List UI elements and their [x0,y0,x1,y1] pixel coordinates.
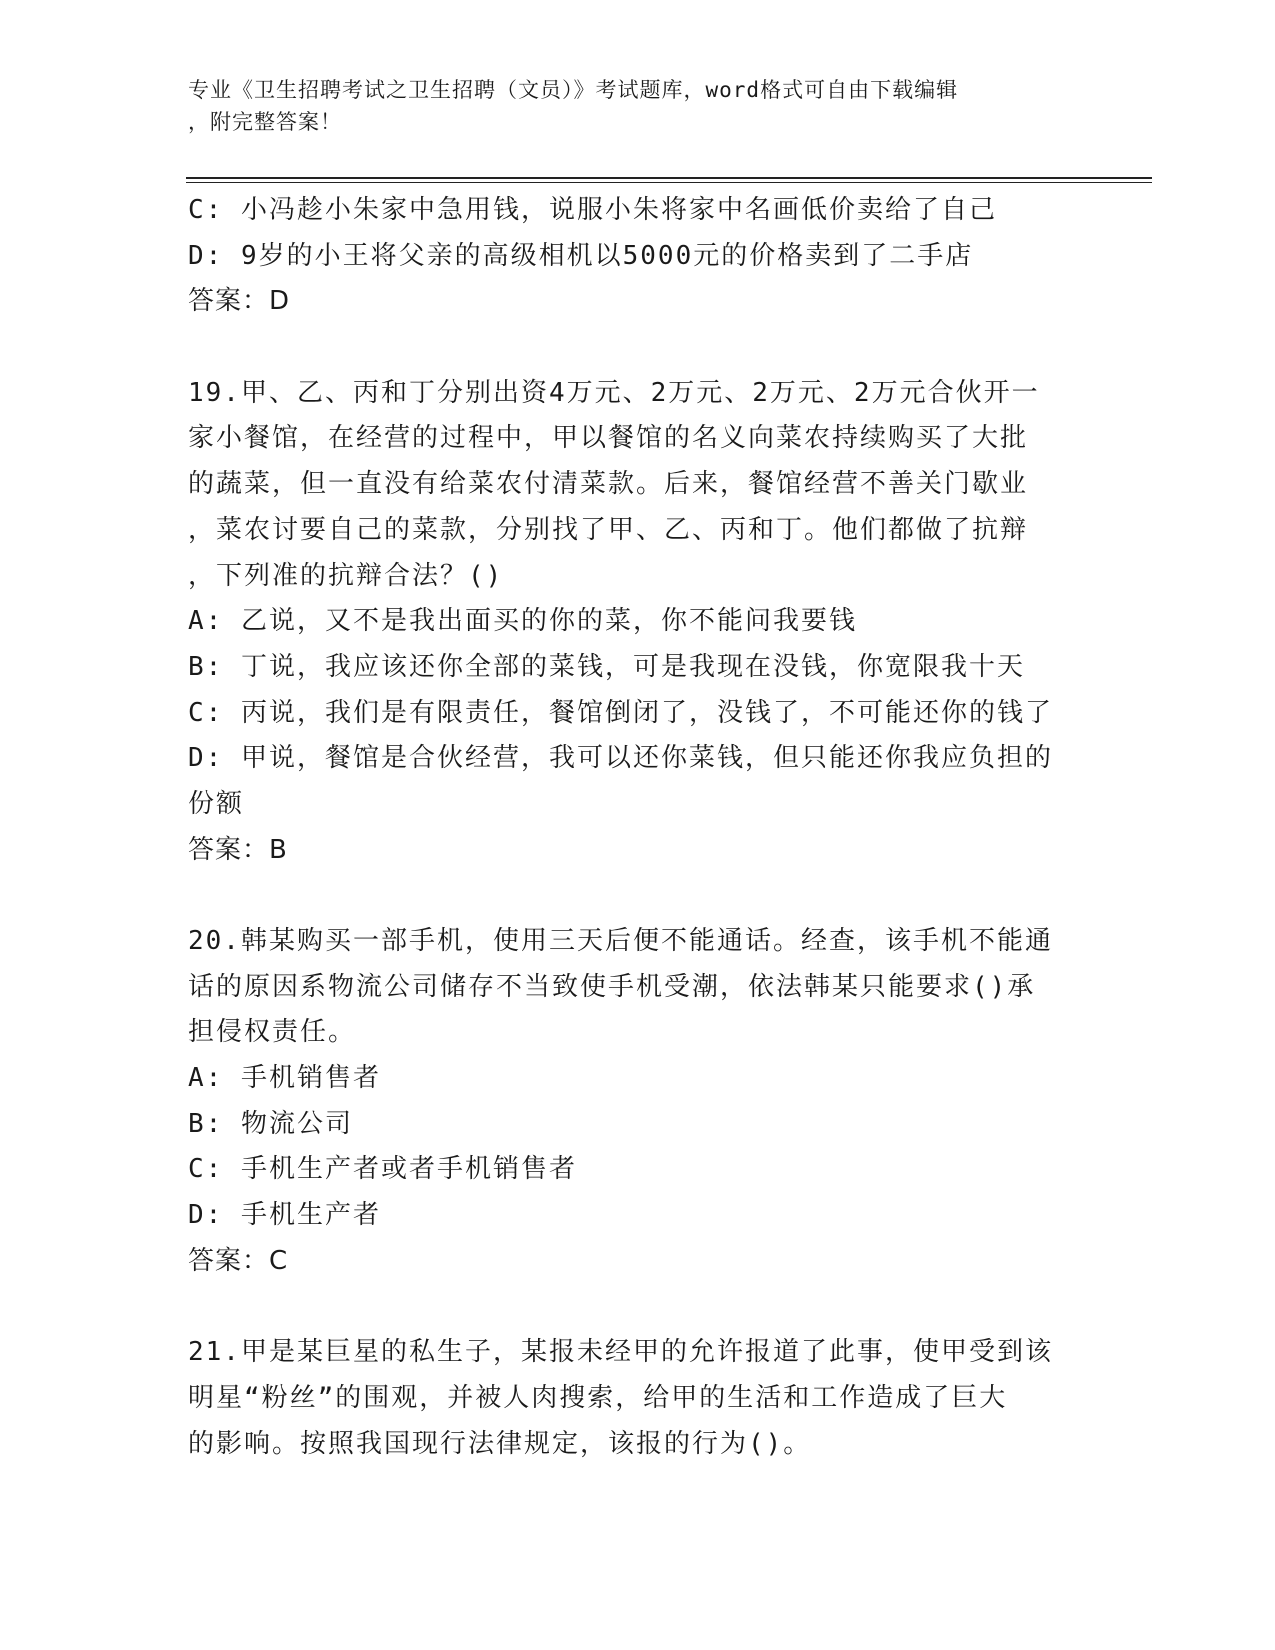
question-content [188,188,1088,1467]
q20-option-a: A: 手机销售者 [188,1063,381,1094]
q19-stem-line: 19.甲、乙、丙和丁分别出资4万元、2万元、2万元、2万元合伙开一 [188,377,1040,408]
q20-answer: 答案：C [188,1245,289,1276]
q21-stem-line: 21.甲是某巨星的私生子，某报未经甲的允许报道了此事，使甲受到该 [188,1337,1053,1368]
q18-answer: 答案：D [188,286,291,317]
spacer [188,1285,1088,1331]
q19-stem-line: ，下列准的抗辩合法？() [188,560,504,591]
q19-option-d: D: 甲说，餐馆是合伙经营，我可以还你菜钱，但只能还你我应负担的 [188,743,1053,774]
q19-option-d-continued: 份额 [188,788,245,819]
q19-stem-line: 的蔬菜，但一直没有给菜农付清菜款。后来，餐馆经营不善关门歇业 [188,469,1029,500]
q20-option-d: D: 手机生产者 [188,1200,381,1231]
q20-stem-line: 20.韩某购买一部手机，使用三天后便不能通话。经查，该手机不能通 [188,926,1053,956]
q18-option-c: C: 小冯趁小朱家中急用钱，说服小朱将家中名画低价卖给了自己 [188,195,997,225]
header-line: 专业《卫生招聘考试之卫生招聘（文员）》考试题库，word格式可自由下载编辑 [188,78,959,102]
header-divider-thin [186,182,1152,183]
q19-option-a: A: 乙说，又不是我出面买的你的菜，你不能问我要钱 [188,606,857,637]
header-divider-thick [186,177,1152,179]
q19-option-c: C: 丙说，我们是有限责任，餐馆倒闭了，没钱了，不可能还你的钱了 [188,697,1053,728]
q20-option-b: B: 物流公司 [188,1108,353,1139]
q18-option-d: D: 9岁的小王将父亲的高级相机以5000元的价格卖到了二手店 [188,240,974,271]
q20-stem-line: 话的原因系物流公司储存不当致使手机受潮，依法韩某只能要求()承 [188,971,1036,1002]
q19-option-b: B: 丁说，我应该还你全部的菜钱，可是我现在没钱，你宽限我十天 [188,651,1025,682]
spacer [188,325,1088,371]
q20-stem-line: 担侵权责任。 [188,1017,357,1048]
q19-stem-line: 家小餐馆，在经营的过程中，甲以餐馆的名义向菜农持续购买了大批 [188,423,1029,454]
spacer [188,873,1088,919]
header-line: ，附完整答案！ [188,110,342,134]
q21-stem-line: 的影响。按照我国现行法律规定，该报的行为()。 [188,1428,812,1459]
q20-option-c: C: 手机生产者或者手机销售者 [188,1154,577,1185]
document-header [188,74,1068,138]
q19-answer: 答案：B [188,834,288,865]
q21-stem-line: 明星“粉丝”的围观，并被人肉搜索，给甲的生活和工作造成了巨大 [188,1382,1008,1413]
q19-stem-line: ，菜农讨要自己的菜款，分别找了甲、乙、丙和丁。他们都做了抗辩 [188,514,1029,545]
